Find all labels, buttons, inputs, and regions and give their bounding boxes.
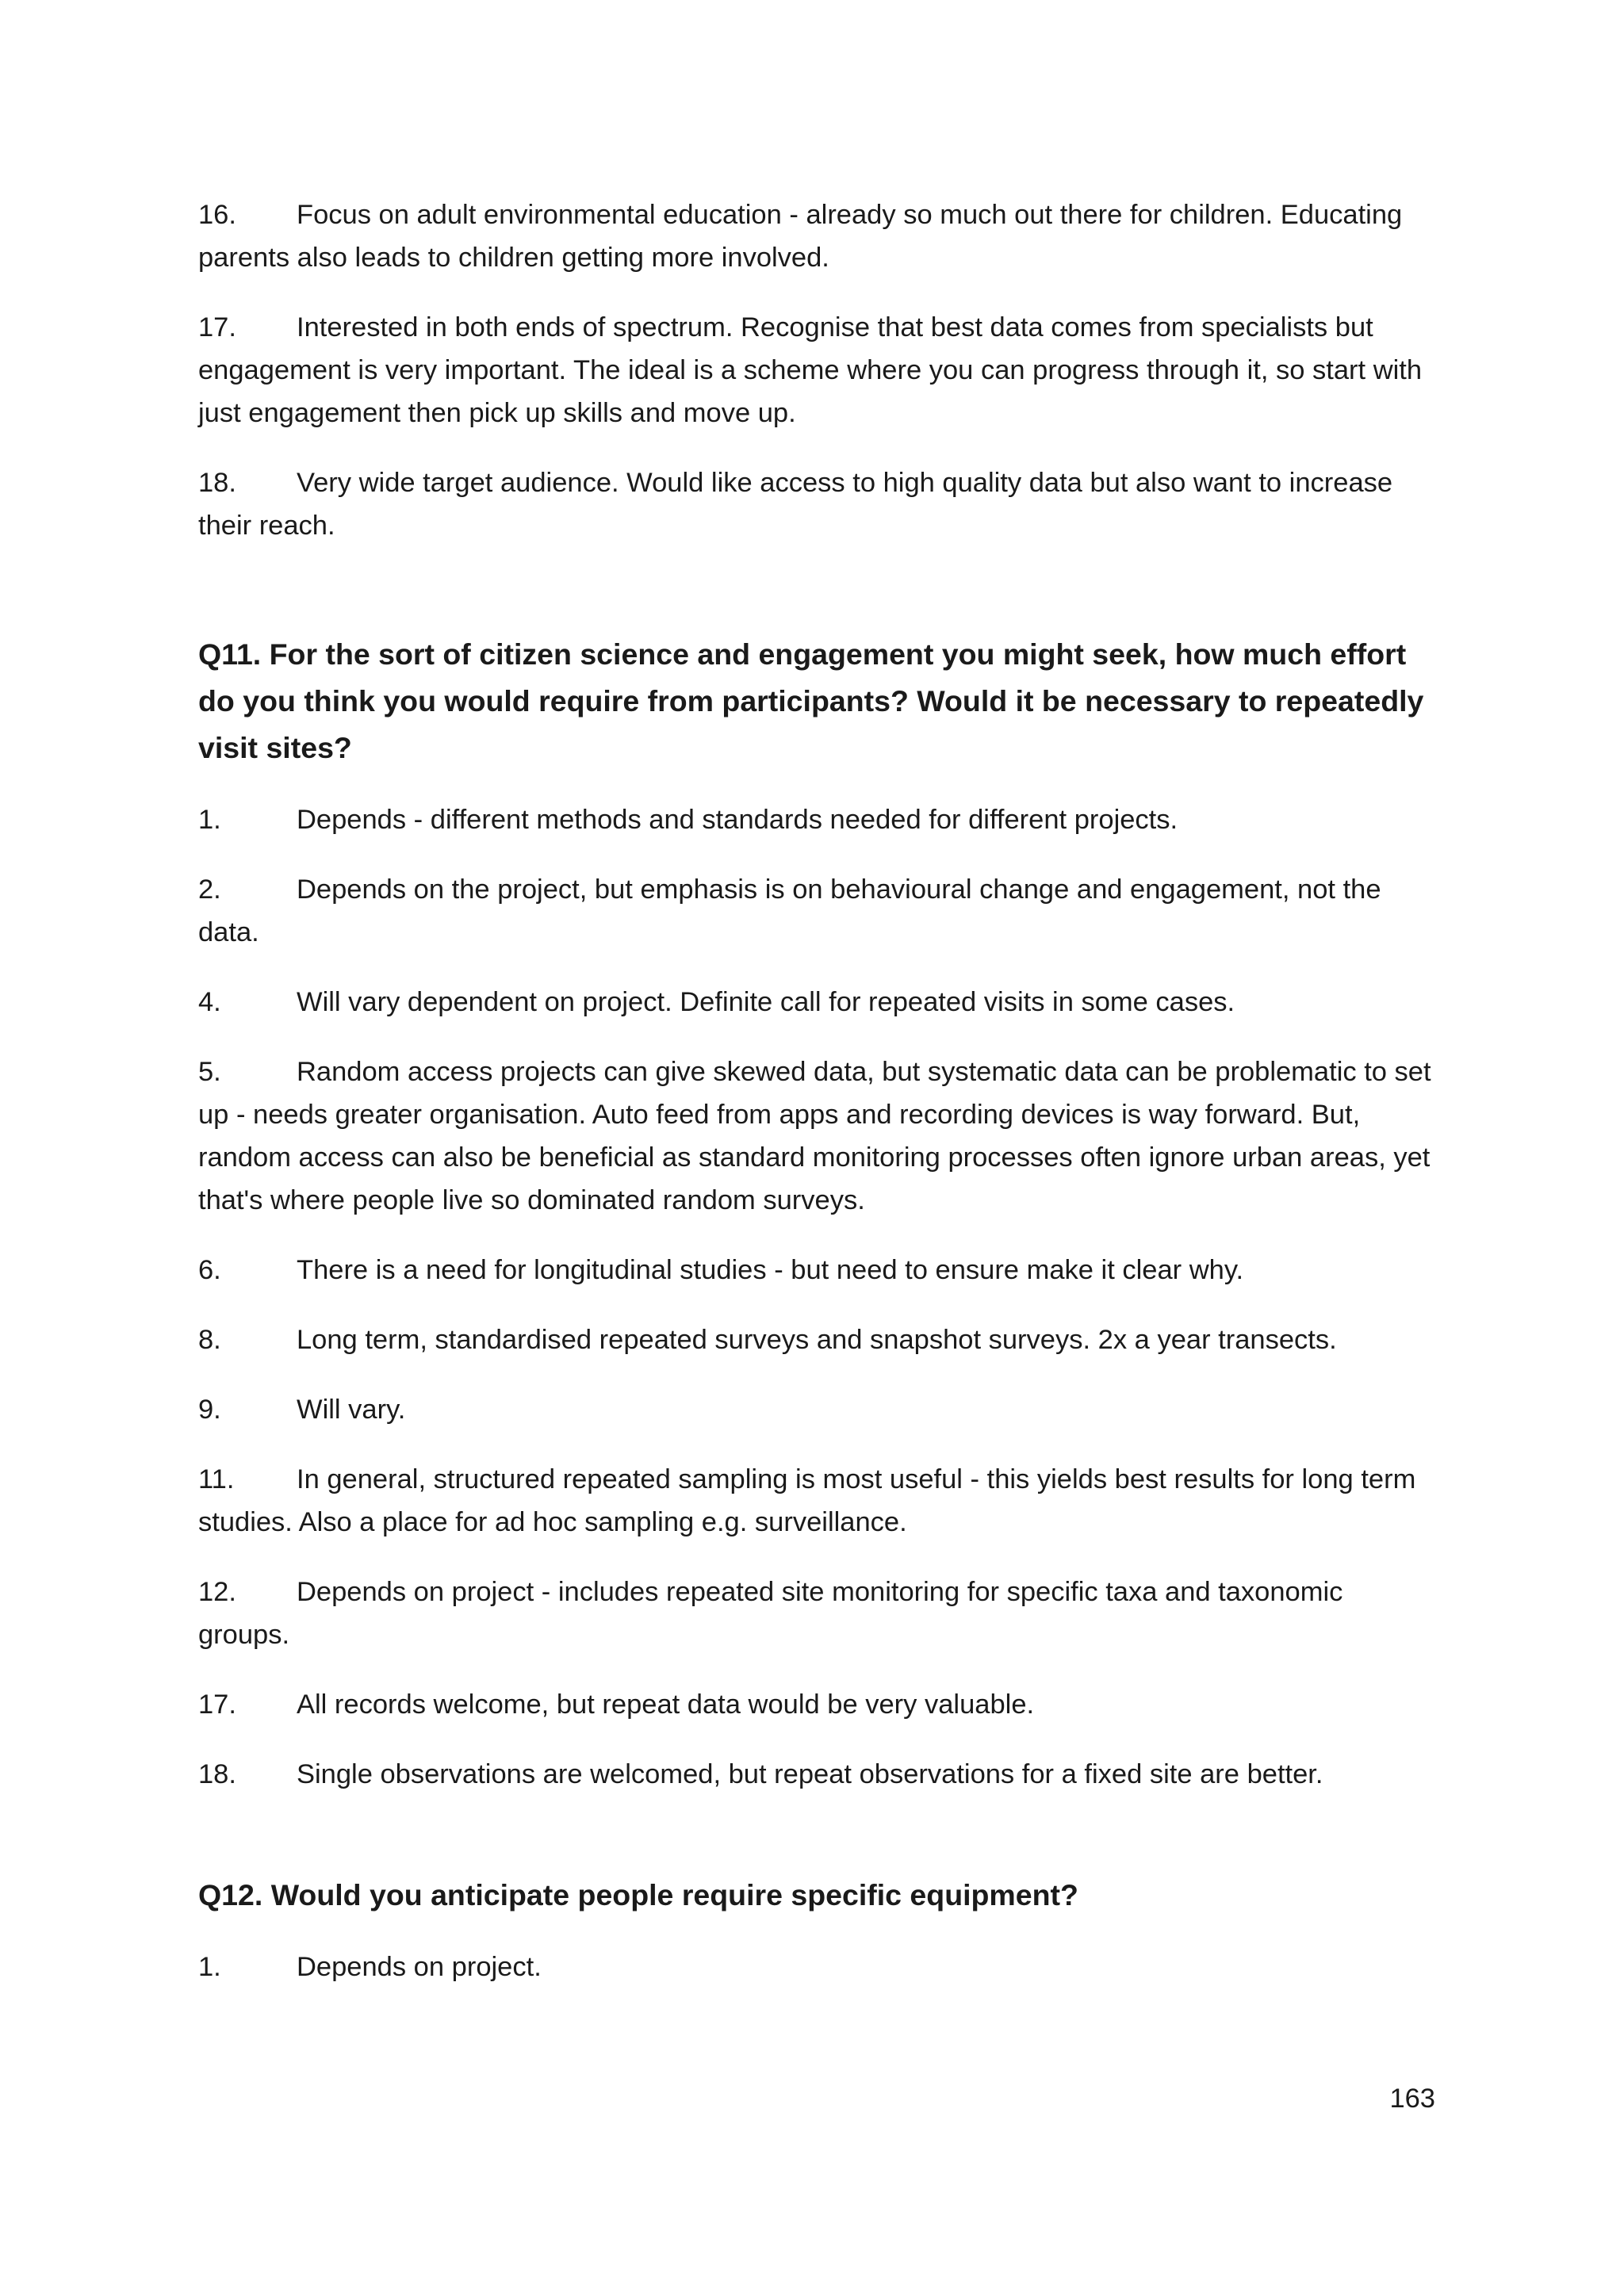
- answer-text: There is a need for longitudinal studies - but need to ensure make it clear why.: [297, 1255, 1244, 1285]
- answer-number: 1.: [198, 1952, 221, 1982]
- answer-item: [198, 798, 1435, 841]
- answer-text: Will vary.: [297, 1395, 406, 1425]
- answer-text: Random access projects can give skewed data, but systematic data can be problematic to set up - needs greater organisation. Auto feed from apps and recording devices is way forward. But, random access can also be beneficial as standard monitoring processes often ignore urban areas, yet that's where people live so dominated random surveys.: [198, 1057, 1431, 1215]
- answer-item: [198, 306, 1435, 434]
- answer-text: Long term, standardised repeated surveys and snapshot surveys. 2x a year transects.: [297, 1325, 1337, 1355]
- answer-text: Interested in both ends of spectrum. Recognise that best data comes from specialists but engagement is very important. The ideal is a scheme where you can progress through it, so start with just engagement then pick up skills and move up.: [198, 312, 1423, 428]
- answer-number: 2.: [198, 874, 221, 905]
- answer-number: 17.: [198, 312, 236, 342]
- answer-text: Focus on adult environmental education - already so much out there for children. Educating parents also leads to children getting more involved.: [198, 200, 1403, 273]
- document-page: [198, 193, 1435, 2223]
- answer-item: [198, 1946, 1435, 1988]
- answer-text: Depends - different methods and standards needed for different projects.: [297, 805, 1178, 835]
- answer-number: 9.: [198, 1395, 221, 1425]
- answer-number: 8.: [198, 1325, 221, 1355]
- answer-number: 5.: [198, 1057, 221, 1087]
- answer-text: Depends on the project, but emphasis is on behavioural change and engagement, not the data.: [198, 874, 1381, 947]
- answer-item: [198, 1753, 1435, 1796]
- answer-item: [198, 1571, 1435, 1656]
- answer-text: All records welcome, but repeat data would be very valuable.: [297, 1689, 1035, 1720]
- answer-text: Very wide target audience. Would like access to high quality data but also want to increase their reach.: [198, 468, 1393, 541]
- answer-text: Depends on project.: [297, 1952, 542, 1982]
- answer-item: [198, 461, 1435, 547]
- answer-number: 4.: [198, 987, 221, 1017]
- answer-item: [198, 1388, 1435, 1431]
- answer-number: 18.: [198, 468, 236, 498]
- question-heading: Q12. Would you anticipate people require specific equipment?: [198, 1878, 1078, 1911]
- section-q12: [198, 1872, 1435, 1988]
- answer-item: [198, 981, 1435, 1024]
- section-q11: [198, 631, 1435, 1796]
- answer-item: [198, 1683, 1435, 1726]
- answer-number: 17.: [198, 1689, 236, 1720]
- answer-item: [198, 1249, 1435, 1292]
- answer-number: 18.: [198, 1759, 236, 1789]
- answer-item: [198, 1050, 1435, 1222]
- answer-number: 12.: [198, 1577, 236, 1607]
- answer-number: 16.: [198, 200, 236, 230]
- answer-number: 6.: [198, 1255, 221, 1285]
- answer-item: [198, 1458, 1435, 1544]
- answer-text: Depends on project - includes repeated site monitoring for specific taxa and taxonomic groups.: [198, 1577, 1343, 1650]
- question-heading: Q11. For the sort of citizen science and engagement you might seek, how much effort do you think you would require from participants? Would it be necessary to repeatedly visit sites?: [198, 637, 1424, 764]
- answer-number: 1.: [198, 805, 221, 835]
- answer-item: [198, 1318, 1435, 1361]
- page-number: 163: [1389, 2084, 1435, 2114]
- answer-item: [198, 868, 1435, 954]
- answer-text: Single observations are welcomed, but repeat observations for a fixed site are better.: [297, 1759, 1323, 1789]
- answer-number: 11.: [198, 1464, 235, 1494]
- answer-text: In general, structured repeated sampling is most useful - this yields best results for long term studies. Also a place for ad hoc sampling e.g. surveillance.: [198, 1464, 1416, 1537]
- answer-item: [198, 193, 1435, 279]
- section-previous-answers: [198, 193, 1435, 547]
- answer-text: Will vary dependent on project. Definite call for repeated visits in some cases.: [297, 987, 1235, 1017]
